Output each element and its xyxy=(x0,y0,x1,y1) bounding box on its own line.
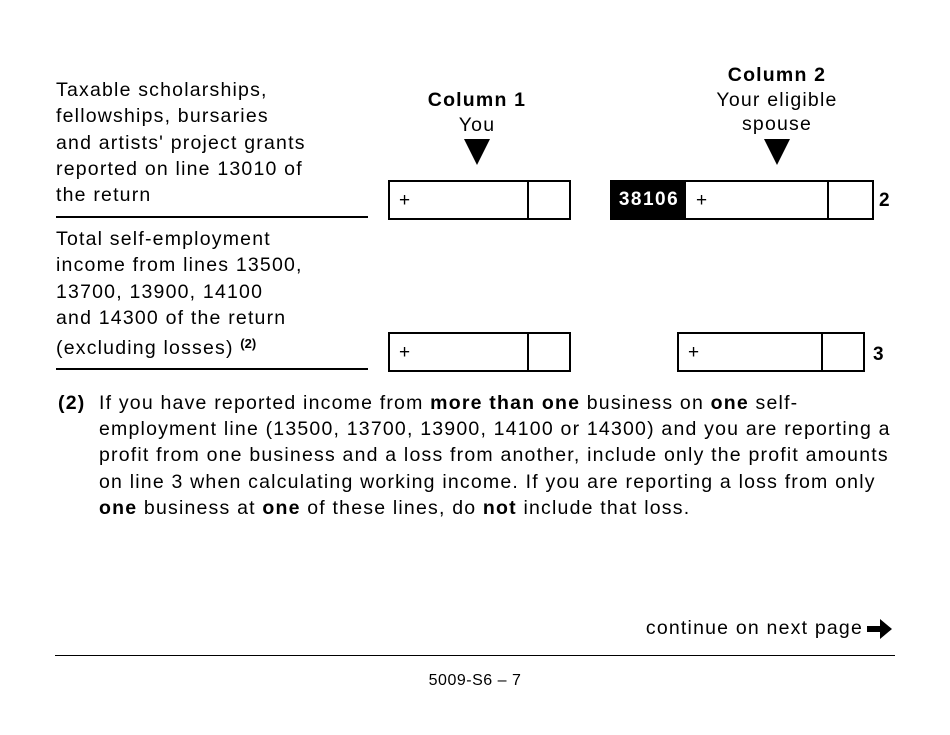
label-line: reported on line 13010 of xyxy=(56,157,303,180)
down-arrow-icon xyxy=(764,139,790,165)
cents-field[interactable] xyxy=(827,182,829,218)
footnote-emphasis: more than one xyxy=(430,392,581,414)
line-3-column-2-amount-field[interactable] xyxy=(677,332,865,372)
line-2-column-2-amount-field[interactable] xyxy=(686,180,874,220)
label-text: (excluding losses) xyxy=(56,337,234,360)
footnote-text: business on xyxy=(580,392,711,414)
label-line: fellowships, bursaries xyxy=(56,105,269,128)
continue-on-next-page xyxy=(646,617,893,640)
line-number-3: 3 xyxy=(873,344,884,365)
line-3-column-1-amount-field[interactable] xyxy=(388,332,571,372)
footnote-text: business at xyxy=(137,496,263,519)
label-line: income from lines 13500, xyxy=(56,254,303,277)
footnote-emphasis: one xyxy=(262,496,301,519)
footnote-emphasis: not xyxy=(482,496,517,519)
plus-sign: + xyxy=(399,190,411,211)
footer-divider xyxy=(55,655,895,656)
footnote-emphasis: one xyxy=(99,496,138,519)
label-line: Taxable scholarships, xyxy=(56,79,268,101)
cents-field[interactable] xyxy=(527,334,529,370)
label-line: the return xyxy=(56,184,152,207)
label-line xyxy=(56,331,303,361)
line-code-38106: 38106 xyxy=(610,180,688,220)
down-arrow-icon xyxy=(464,139,490,165)
page-identifier: 5009-S6 – 7 xyxy=(428,672,522,689)
column-1-subtitle: You xyxy=(458,113,496,136)
column-2-title: Column 2 xyxy=(727,64,827,86)
footnote-2 xyxy=(58,390,908,521)
plus-sign: + xyxy=(688,342,700,363)
line-3-rule xyxy=(56,368,368,370)
footnote-text: include that loss. xyxy=(516,496,691,519)
label-line: and artists' project grants xyxy=(56,131,306,154)
right-arrow-icon xyxy=(867,618,893,640)
line-number-2: 2 xyxy=(879,190,890,211)
footnote-reference: (2) xyxy=(240,336,257,352)
cents-field[interactable] xyxy=(821,334,823,370)
footnote-emphasis: one xyxy=(710,392,749,414)
label-line: 13700, 13900, 14100 xyxy=(56,280,264,303)
footnote-text: of these lines, do xyxy=(300,496,483,519)
line-2-label xyxy=(56,77,306,208)
footnote-body xyxy=(99,390,908,521)
continue-text: continue on next page xyxy=(645,617,863,639)
plus-sign: + xyxy=(399,342,411,363)
column-2-header xyxy=(677,63,877,165)
footnote-text: self-employment line (13500, 13700, 13900, 14100 or 14300) and you are reporting a profit from one business and a loss from another, include only the profit amounts on line 3 when calculating working income. If you are reporting a loss from only xyxy=(99,392,891,493)
label-line: and 14300 of the return xyxy=(56,306,287,329)
cents-field[interactable] xyxy=(527,182,529,218)
plus-sign: + xyxy=(696,190,708,211)
footnote-text: If you have reported income from xyxy=(99,392,431,414)
column-2-subtitle: spouse xyxy=(741,113,813,135)
line-2-column-1-amount-field[interactable] xyxy=(388,180,571,220)
footnote-number: (2) xyxy=(58,392,86,414)
column-1-header xyxy=(397,88,557,165)
line-2-rule xyxy=(56,216,368,218)
line-3-label xyxy=(56,226,303,361)
column-1-title: Column 1 xyxy=(427,89,527,111)
column-2-subtitle: Your eligible xyxy=(716,88,838,111)
label-line: Total self-employment xyxy=(56,228,271,250)
